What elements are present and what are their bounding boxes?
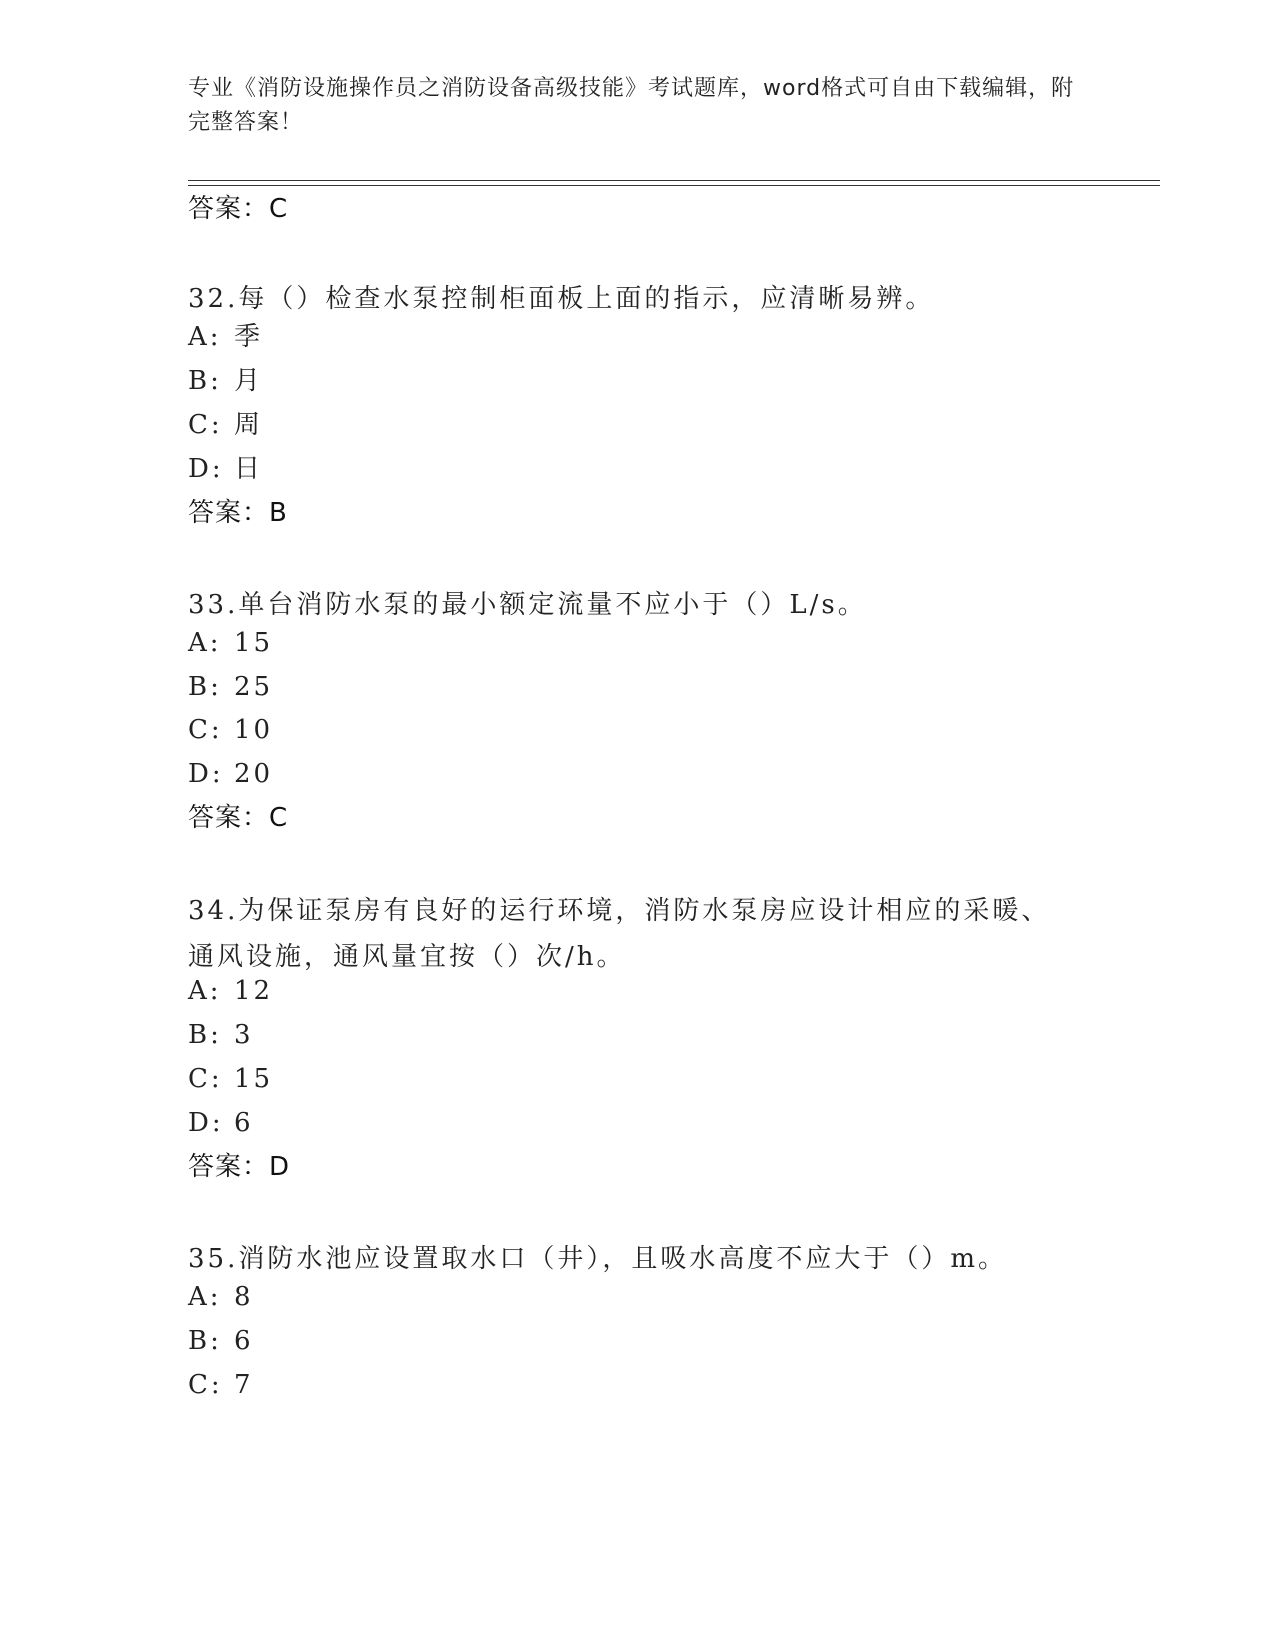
question-32: 32.每（）检查水泵控制柜面板上面的指示，应清晰易辨。 <box>188 284 935 314</box>
option-value: 6 <box>234 1108 254 1138</box>
option-label: D: <box>188 759 224 789</box>
option-label: A: <box>188 322 222 352</box>
option-value: 季 <box>234 322 264 352</box>
option-label: C: <box>188 410 223 440</box>
option-32-b <box>188 364 263 398</box>
option-label: D: <box>188 454 224 484</box>
option-label: B: <box>188 1020 222 1050</box>
header-divider-bottom <box>188 185 1160 186</box>
option-label: A: <box>188 1282 222 1312</box>
option-label: B: <box>188 672 222 702</box>
option-32-d <box>188 452 263 486</box>
option-label: D: <box>188 1108 224 1138</box>
option-33-b <box>188 670 273 704</box>
option-34-a <box>188 974 273 1008</box>
option-value: 周 <box>234 410 264 440</box>
answer-value: D <box>269 1152 291 1182</box>
option-35-b <box>188 1324 254 1358</box>
answer-34 <box>188 1150 290 1184</box>
question-33: 33.单台消防水泵的最小额定流量不应小于（）L/s。 <box>188 590 867 620</box>
option-label: C: <box>188 715 223 745</box>
option-label: B: <box>188 366 222 396</box>
option-34-d <box>188 1106 254 1140</box>
header-divider-top <box>188 180 1160 181</box>
option-value: 10 <box>234 715 274 745</box>
answer-31 <box>188 192 288 226</box>
answer-prefix: 答案： <box>188 1152 270 1182</box>
option-33-c <box>188 713 273 747</box>
option-label: A: <box>188 976 222 1006</box>
option-34-b <box>188 1018 254 1052</box>
answer-prefix: 答案： <box>188 194 270 224</box>
option-value: 12 <box>234 976 274 1006</box>
option-label: B: <box>188 1326 222 1356</box>
option-32-a <box>188 320 263 354</box>
option-value: 3 <box>234 1020 254 1050</box>
option-33-a <box>188 626 273 660</box>
option-32-c <box>188 408 263 442</box>
option-value: 15 <box>234 1064 274 1094</box>
document-header: 专业《消防设施操作员之消防设备高级技能》考试题库，word格式可自由下载编辑，附完整答案！ <box>188 76 1075 135</box>
option-value: 25 <box>234 672 274 702</box>
option-34-c <box>188 1062 273 1096</box>
answer-value: C <box>269 194 289 224</box>
option-value: 8 <box>234 1282 254 1312</box>
option-value: 15 <box>234 628 274 658</box>
option-value: 6 <box>234 1326 254 1356</box>
option-value: 7 <box>234 1370 254 1400</box>
option-value: 日 <box>234 454 264 484</box>
option-33-d <box>188 757 273 791</box>
option-label: C: <box>188 1064 223 1094</box>
question-35: 35.消防水池应设置取水口（井），且吸水高度不应大于（）m。 <box>188 1244 1008 1274</box>
answer-prefix: 答案： <box>188 803 270 833</box>
option-35-a <box>188 1280 254 1314</box>
answer-value: B <box>269 498 288 528</box>
answer-32 <box>188 496 288 530</box>
answer-value: C <box>269 803 289 833</box>
option-value: 20 <box>234 759 274 789</box>
option-label: C: <box>188 1370 223 1400</box>
option-label: A: <box>188 628 222 658</box>
answer-prefix: 答案： <box>188 498 270 528</box>
option-value: 月 <box>234 366 264 396</box>
question-34: 34.为保证泵房有良好的运行环境，消防水泵房应设计相应的采暖、通风设施，通风量宜按（）次/h。 <box>188 896 1051 972</box>
option-35-c <box>188 1368 254 1402</box>
answer-33 <box>188 801 288 835</box>
